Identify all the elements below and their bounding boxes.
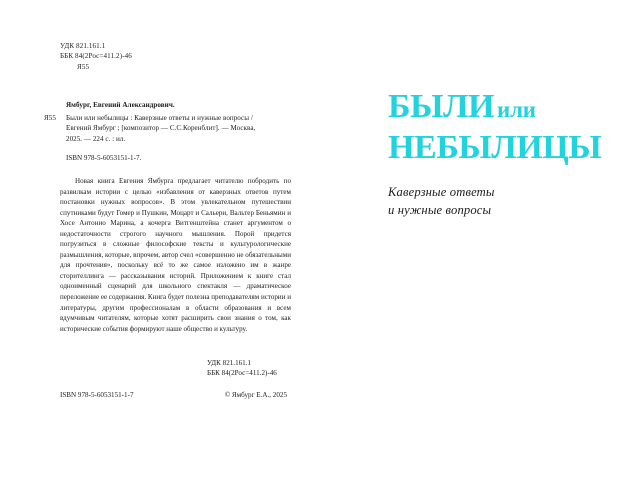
record-author-heading: Ямбург, Евгений Александрович. bbox=[66, 101, 175, 109]
record-isbn: ISBN 978-5-6053151-1-7. bbox=[66, 154, 142, 163]
book-subtitle-line-2: и нужные вопросы bbox=[388, 202, 492, 217]
udk-code-bottom: УДК 821.161.1 bbox=[207, 359, 252, 367]
book-title-word-main: БЫЛИ bbox=[388, 88, 495, 125]
annotation-paragraph: Новая книга Евгения Ямбурга предлагает читателю побродить по развилкам истории с целью «избавления от каверзных ответов путем постановки нужных вопросов». В этом увлекательном путешествии спутниками будут Гомер и Пушкин, Моцарт и Сальери, Вальтер Беньямин и Хосе Антонио Марина, а кочерга Витгенштейна станет аргументом о недостаточности строгого научного мышления. Порой придется погрузиться в сложные философские тексты и культурологические размышления, которые, впрочем, автор счел «совершенно не обязательными для прочтения», поскольку всё то же самое изложено им в жанре сторителлинга — рассказывания историй. Приложением к книге стал одноименный сценарий для школьного спектакля — драматическое переложение ее содержания. Книга будет полезна преподавателям истории и литературы, другим профессионалам в области образования и всем вдумчивым читателям, которые хотят расширить свои знания о том, как исторические события формируют наше общество и культуру. bbox=[60, 177, 291, 333]
book-title-line-2: НЕБЫЛИЦЫ bbox=[388, 129, 602, 166]
bbk-code-bottom: ББК 84(2Рос=411.2)-46 bbox=[207, 369, 277, 378]
book-subtitle bbox=[388, 184, 628, 219]
cip-code-block-bottom bbox=[207, 358, 277, 379]
imprint-page bbox=[0, 0, 316, 500]
bbk-code-top: ББК 84(2Рос=411.2)-46 bbox=[60, 52, 132, 61]
copyright-notice: © Ямбург Е.А., 2025 bbox=[224, 391, 287, 399]
record-shelf-mark: Я55 bbox=[44, 113, 56, 122]
udk-code-top: УДК 821.161.1 bbox=[60, 42, 106, 50]
record-line: 2025. — 224 с. : ил. bbox=[66, 134, 126, 143]
record-line: Были или небылицы : Каверзные ответы и нужные вопросы / bbox=[66, 113, 253, 122]
record-description-lines bbox=[44, 113, 296, 145]
shelf-mark-top: Я55 bbox=[77, 62, 90, 71]
book-title-word-conjunction: или bbox=[497, 97, 536, 122]
record-description bbox=[44, 113, 296, 145]
title-block bbox=[388, 88, 628, 219]
bibliographic-record bbox=[44, 100, 296, 164]
footer-isbn: ISBN 978-5-6053151-1-7 bbox=[60, 391, 134, 399]
book-title-line-1 bbox=[388, 88, 628, 128]
cip-code-block bbox=[60, 41, 132, 72]
imprint-footer bbox=[60, 390, 296, 400]
record-line: Евгений Ямбург ; [композитор — С.С.Коренблит]. — Москва, bbox=[66, 124, 256, 133]
title-page bbox=[316, 0, 633, 500]
book-subtitle-line-1: Каверзные ответы bbox=[388, 185, 495, 199]
